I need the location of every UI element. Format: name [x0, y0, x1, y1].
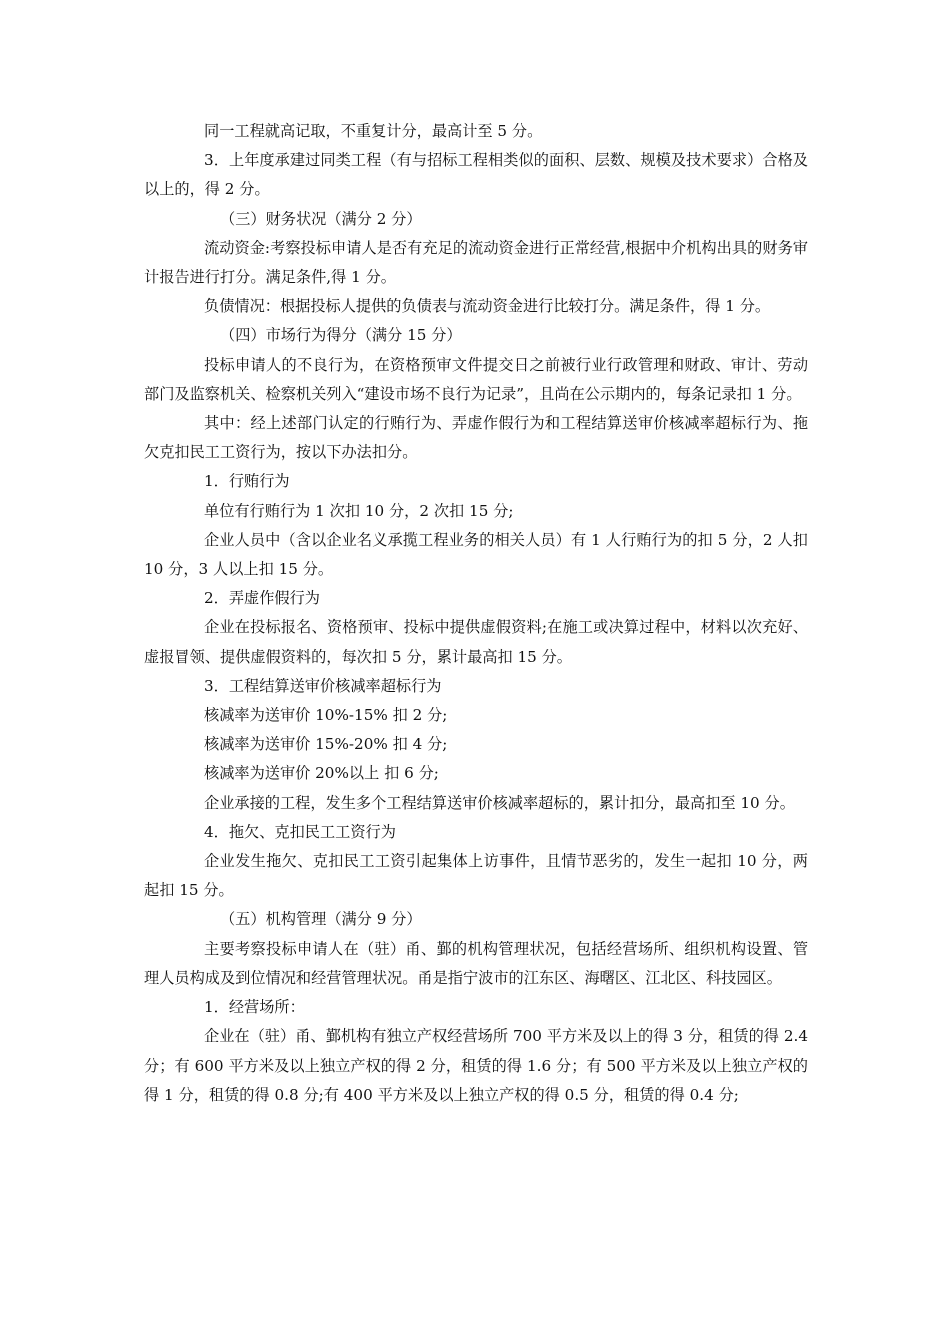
section-heading: （四）市场行为得分（满分 15 分） [220, 326, 462, 345]
paragraph: 企业在投标报名、资格预审、投标中提供虚假资料;在施工或决算过程中，材料以次充好、虚报冒领、提供虚假资料的，每次扣 5 分，累计最高扣 15 分。 [144, 618, 808, 666]
subheading: 4．拖欠、克扣民工工资行为 [204, 822, 396, 841]
list-item: 核减率为送审价 15%-20% 扣 4 分; [204, 735, 448, 754]
paragraph: 企业承接的工程，发生多个工程结算送审价核减率超标的，累计扣分，最高扣至 10 分。 [204, 793, 795, 812]
subheading: 2．弄虚作假行为 [204, 589, 320, 608]
subheading: 3．工程结算送审价核减率超标行为 [204, 676, 442, 695]
document-page [144, 117, 808, 1110]
paragraph: 其中：经上述部门认定的行贿行为、弄虚作假行为和工程结算送审价核减率超标行为、拖欠克扣民工工资行为，按以下办法扣分。 [144, 414, 808, 462]
paragraph: 单位有行贿行为 1 次扣 10 分，2 次扣 15 分; [204, 501, 514, 520]
section-heading: （三）财务状况（满分 2 分） [220, 209, 422, 228]
paragraph: 同一工程就高记取，不重复计分，最高计至 5 分。 [204, 122, 543, 140]
subheading: 1．行贿行为 [204, 472, 290, 491]
list-item: 核减率为送审价 10%-15% 扣 2 分; [204, 706, 448, 725]
paragraph: 负债情况：根据投标人提供的负债表与流动资金进行比较打分。满足条件，得 1 分。 [204, 297, 771, 316]
list-item: 核减率为送审价 20%以上 扣 6 分; [204, 764, 439, 783]
paragraph: 投标申请人的不良行为，在资格预审文件提交日之前被行业行政管理和财政、审计、劳动部门及监察机关、检察机关列入“建设市场不良行为记录”，且尚在公示期内的，每条记录扣 1 分。 [144, 355, 808, 403]
paragraph: 主要考察投标申请人在（驻）甬、鄞的机构管理状况，包括经营场所、组织机构设置、管理人员构成及到位情况和经营管理状况。甬是指宁波市的江东区、海曙区、江北区、科技园区。 [144, 939, 808, 987]
section-heading: （五）机构管理（满分 9 分） [220, 910, 422, 929]
paragraph: 3．上年度承建过同类工程（有与招标工程相类似的面积、层数、规模及技术要求）合格及以上的，得 2 分。 [144, 151, 808, 199]
paragraph: 企业发生拖欠、克扣民工工资引起集体上访事件，且情节恶劣的，发生一起扣 10 分，两起扣 15 分。 [144, 852, 808, 900]
paragraph: 流动资金:考察投标申请人是否有充足的流动资金进行正常经营,根据中介机构出具的财务审计报告进行打分。满足条件,得 1 分。 [144, 238, 808, 287]
subheading: 1．经营场所： [204, 998, 305, 1017]
paragraph: 企业人员中（含以企业名义承揽工程业务的相关人员）有 1 人行贿行为的扣 5 分，2 人扣 10 分，3 人以上扣 15 分。 [144, 530, 808, 579]
paragraph: 企业在（驻）甬、鄞机构有独立产权经营场所 700 平方米及以上的得 3 分，租赁的得 2.4 分；有 600 平方米及以上独立产权的得 2 分，租赁的得 1.6 分；有 500 平方米及以上独立产权的得 1 分，租赁的得 0.8 分;有 400 平方米及以上独立产权的得 0.5 分，租赁的得 0.4 分; [144, 1027, 808, 1104]
